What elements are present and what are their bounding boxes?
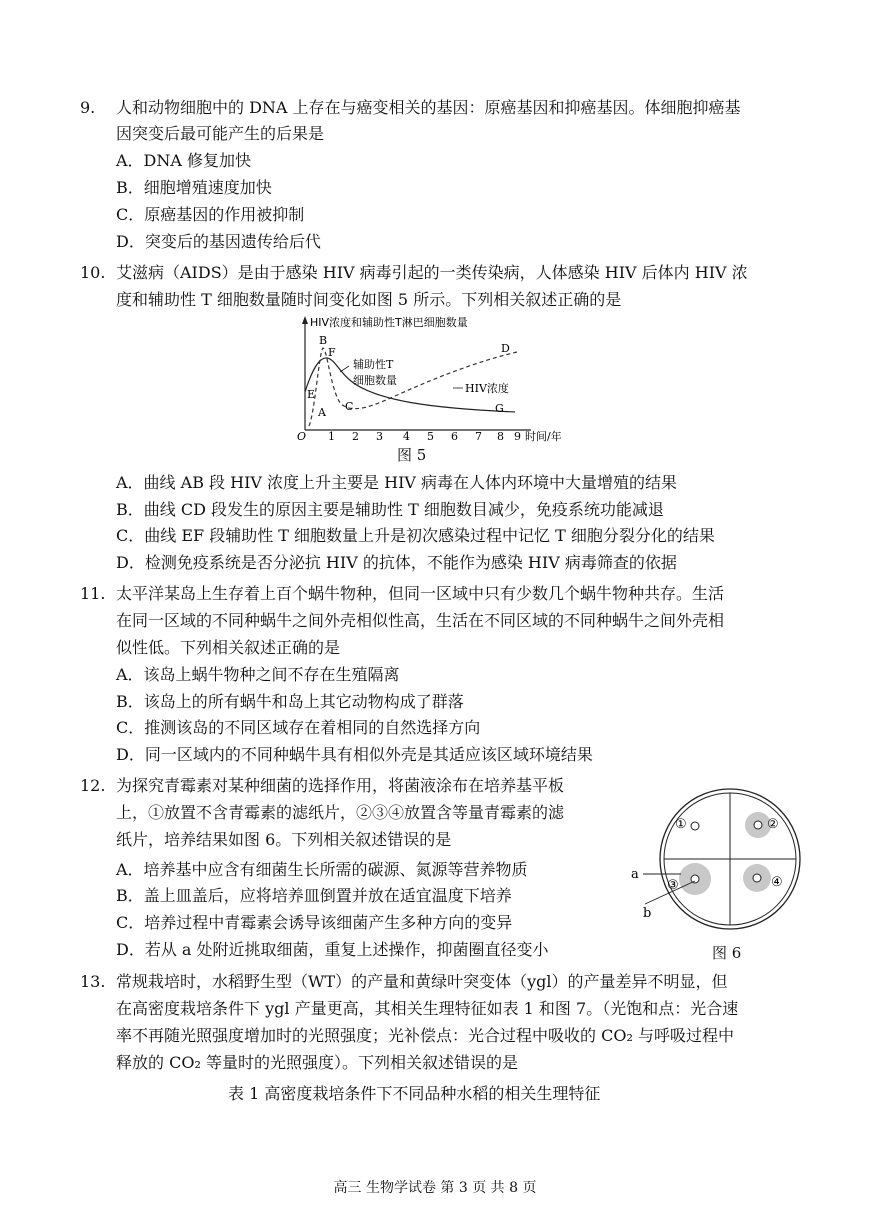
disc-label-2: ② [767,817,779,832]
point-g: G [495,402,504,415]
pointer-label-b: b [643,906,652,921]
question-stem-line: 在同一区域的不同种蜗牛之间外壳相似性高，生活在不同区域的不同种蜗牛之间外壳相 [116,611,725,630]
y-axis-label: HIV浓度和辅助性T淋巴细胞数量 [310,316,468,329]
question-stem-line: 释放的 CO₂ 等量时的光照强度）。下列相关叙述错误的是 [116,1053,518,1072]
option-b: B．该岛上的所有蜗牛和岛上其它动物构成了群落 [116,692,464,711]
point-d: D [501,342,510,355]
table-1-caption: 表 1 高密度栽培条件下不同品种水稻的相关生理特征 [228,1084,601,1103]
y-axis-arrow [302,316,308,324]
disc-label-1: ① [675,817,687,832]
option-a: A．该岛上蜗牛物种之间不存在生殖隔离 [116,665,400,684]
point-e: E [307,388,316,401]
question-stem-line: 太平洋某岛上生存着上百个蜗牛物种，但同一区域中只有少数几个蜗牛物种共存。生活 [116,584,725,603]
question-stem-line: 似性低。下列相关叙述正确的是 [116,638,341,657]
option-c: C．曲线 EF 段辅助性 T 细胞数量上升是初次感染过程中记忆 T 细胞分裂分化的结果 [116,526,715,545]
question-stem-line: 率不再随光照强度增加时的光照强度；光补偿点：光合过程中吸收的 CO₂ 与呼吸过程中 [116,1026,734,1045]
question-stem-line: 人和动物细胞中的 DNA 上存在与癌变相关的基因：原癌基因和抑癌基因。体细胞抑癌基 [116,98,741,117]
disc-label-4: ④ [771,875,783,890]
question-number: 10. [80,263,106,282]
option-a: A．培养基中应含有细菌生长所需的碳源、氮源等营养物质 [116,860,528,879]
x-tick: 5 [427,430,434,443]
x-tick: 6 [451,430,458,443]
x-tick: 8 [497,430,504,443]
option-b: B．曲线 CD 段发生的原因主要是辅助性 T 细胞数目减少，免疫系统功能减退 [116,500,664,519]
question-number: 9. [80,98,96,117]
x-tick: 9 [514,430,521,443]
question-number: 12. [80,776,106,795]
x-ticks [328,430,521,443]
x-tick: 3 [376,430,383,443]
figure-6-caption: 图 6 [712,944,742,962]
figure-5-caption: 图 5 [397,446,427,464]
option-b: B．细胞增殖速度加快 [116,178,272,197]
figure-6-petri-dish [625,786,815,936]
option-c: C．原癌基因的作用被抑制 [116,205,305,224]
point-a: A [318,406,326,419]
point-c: C [345,400,354,413]
option-c: C．推测该岛的不同区域存在着相同的自然选择方向 [116,718,481,737]
option-b: B．盖上皿盖后，应将培养皿倒置并放在适宜温度下培养 [116,886,512,905]
option-d: D．突变后的基因遗传给后代 [116,232,321,251]
question-number: 13. [80,972,106,991]
pointer-label-a: a [631,867,639,882]
helper-t-pointer [340,366,349,372]
option-d: D．检测免疫系统是否分泌抗 HIV 的抗体，不能作为感染 HIV 病毒筛查的依据 [116,553,677,572]
origin-label: O [297,430,307,443]
disc-label-3: ③ [667,878,679,893]
x-tick: 4 [403,430,410,443]
question-stem-line: 在高密度栽培条件下 ygl 产量更高，其相关生理特征如表 1 和图 7。（光饱和点：光合速 [116,999,739,1018]
x-tick: 1 [328,430,335,443]
page-footer: 高三 生物学试卷 第 3 页 共 8 页 [333,1180,537,1196]
question-stem-line: 因突变后最可能产生的后果是 [116,124,325,143]
question-stem-line: 艾滋病（AIDS）是由于感染 HIV 病毒引起的一类传染病，人体感染 HIV 后体内 HIV 浓 [116,263,748,282]
option-d: D．若从 a 处附近挑取细菌，重复上述操作，抑菌圈直径变小 [116,940,549,959]
filter-disc-2 [754,821,762,829]
point-b: B [319,334,328,347]
question-number: 11. [80,584,106,603]
x-tick: 7 [475,430,482,443]
option-c: C．培养过程中青霉素会诱导该细菌产生多种方向的变异 [116,913,513,932]
filter-disc-4 [753,874,761,882]
x-tick: 2 [352,430,359,443]
option-a: A．DNA 修复加快 [116,151,252,170]
helper-t-label-2: 细胞数量 [353,374,397,387]
question-stem-line: 为探究青霉素对某种细菌的选择作用，将菌液涂布在培养基平板 [116,776,565,795]
question-stem-line: 上，①放置不含青霉素的滤纸片，②③④放置含等量青霉素的滤 [116,803,565,822]
question-stem-line: 度和辅助性 T 细胞数量随时间变化如图 5 所示。下列相关叙述正确的是 [116,290,622,309]
point-f: F [328,346,336,359]
helper-t-label: 辅助性T [353,358,394,371]
option-a: A．曲线 AB 段 HIV 浓度上升主要是 HIV 病毒在人体内环境中大量增殖的结果 [116,473,678,492]
filter-disc-1 [691,822,699,830]
question-stem-line: 纸片，培养结果如图 6。下列相关叙述错误的是 [116,830,452,849]
hiv-label: HIV浓度 [465,382,509,395]
figure-5-graph [285,312,575,444]
x-axis-label: 时间/年 [525,430,562,443]
question-stem-line: 常规栽培时，水稻野生型（WT）的产量和黄绿叶突变体（ygl）的产量差异不明显，但 [116,972,728,991]
option-d: D．同一区域内的不同种蜗牛具有相似外壳是其适应该区域环境结果 [116,745,593,764]
